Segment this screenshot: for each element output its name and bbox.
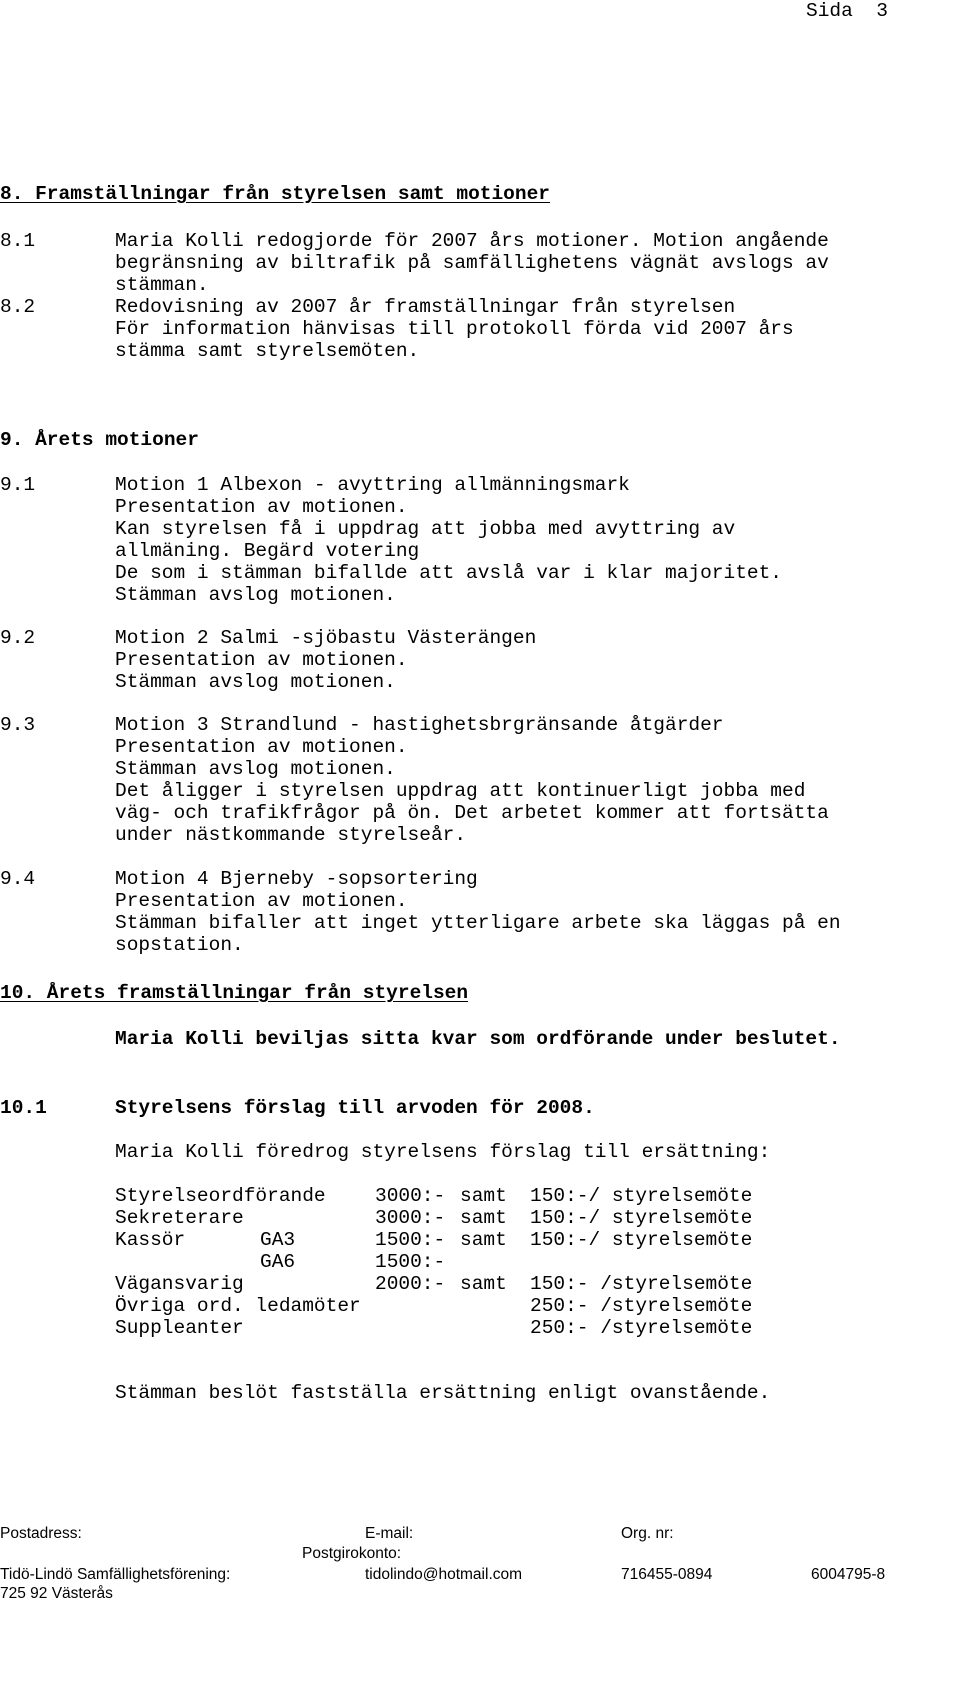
item-9-1-line: De som i stämman bifallde att avslå var i klar majoritet. <box>115 562 783 584</box>
fee-role: Vägansvarig <box>115 1273 244 1295</box>
item-9-2-line: Presentation av motionen. <box>115 649 408 671</box>
fee-meeting: 150:- /styrelsemöte <box>530 1273 753 1295</box>
fee-role: Kassör <box>115 1229 186 1251</box>
item-8-2-line: För information hänvisas till protokoll förda vid 2007 års <box>115 318 794 340</box>
item-9-1-line: Kan styrelsen få i uppdrag att jobba med avyttring av <box>115 518 736 540</box>
item-9-4-line: Presentation av motionen. <box>115 890 408 912</box>
fee-amount: 1500:- <box>375 1251 446 1273</box>
footer-postadress-label: Postadress: <box>0 1525 82 1542</box>
item-8-1-line: begränsning av biltrafik på samfällighetens vägnät avslogs av <box>115 252 829 274</box>
item-8-2-number: 8.2 <box>0 296 36 318</box>
fee-sub: GA3 <box>260 1229 296 1251</box>
fee-amount: 3000:- <box>375 1207 446 1229</box>
fee-amount: 1500:- <box>375 1229 446 1251</box>
footer-postgiro: 6004795-8 <box>811 1566 886 1583</box>
item-9-3-line: Stämman avslog motionen. <box>115 758 396 780</box>
page-number: Sida 3 <box>806 0 888 22</box>
item-9-4-line: Stämman bifaller att inget ytterligare arbete ska läggas på en <box>115 912 841 934</box>
footer-org-nr: 716455-0894 <box>621 1566 713 1583</box>
fee-intro: Maria Kolli föredrog styrelsens förslag till ersättning: <box>115 1141 771 1163</box>
fee-meeting: 250:- /styrelsemöte <box>530 1317 753 1339</box>
item-8-2-line: Redovisning av 2007 år framställningar från styrelsen <box>115 296 736 318</box>
fee-conj: samt <box>460 1185 507 1207</box>
footer-org-name: Tidö-Lindö Samfällighetsförening: <box>0 1566 231 1583</box>
item-10-1-number: 10.1 <box>0 1097 47 1119</box>
item-8-1-line: Maria Kolli redogjorde för 2007 års motioner. Motion angående <box>115 230 829 252</box>
fee-meeting: 150:-/ styrelsemöte <box>530 1185 753 1207</box>
section-9-heading: 9. Årets motioner <box>0 429 199 451</box>
fee-amount: 2000:- <box>375 1273 446 1295</box>
item-9-3-line: Det åligger i styrelsen uppdrag att kontinuerligt jobba med <box>115 780 806 802</box>
item-9-3-line: väg- och trafikfrågor på ön. Det arbetet kommer att fortsätta <box>115 802 829 824</box>
fee-sub: GA6 <box>260 1251 296 1273</box>
section-10-heading: 10. Årets framställningar från styrelsen <box>0 982 469 1004</box>
fee-conj: samt <box>460 1207 507 1229</box>
item-9-2-line: Stämman avslog motionen. <box>115 671 396 693</box>
footer-org-label: Org. nr: <box>621 1525 674 1542</box>
fee-meeting: 250:- /styrelsemöte <box>530 1295 753 1317</box>
item-9-3-number: 9.3 <box>0 714 36 736</box>
item-9-1-line: allmäning. Begärd votering <box>115 540 420 562</box>
item-8-1-number: 8.1 <box>0 230 36 252</box>
fee-decision: Stämman beslöt fastställa ersättning enligt ovanstående. <box>115 1382 771 1404</box>
fee-role: Styrelseordförande <box>115 1185 326 1207</box>
item-8-1-line: stämman. <box>115 274 209 296</box>
fee-meeting: 150:-/ styrelsemöte <box>530 1229 753 1251</box>
item-9-4-line: sopstation. <box>115 934 244 956</box>
section-8-heading: 8. Framställningar från styrelsen samt motioner <box>0 183 550 205</box>
fee-conj: samt <box>460 1229 507 1251</box>
item-9-4-number: 9.4 <box>0 868 36 890</box>
item-9-2-number: 9.2 <box>0 627 36 649</box>
item-9-3-line: under nästkommande styrelseår. <box>115 824 467 846</box>
item-9-2-line: Motion 2 Salmi -sjöbastu Västerängen <box>115 627 537 649</box>
fee-meeting: 150:-/ styrelsemöte <box>530 1207 753 1229</box>
item-9-1-line: Stämman avslog motionen. <box>115 584 396 606</box>
fee-role: Suppleanter <box>115 1317 244 1339</box>
footer-city: 725 92 Västerås <box>0 1585 113 1602</box>
fee-amount: 3000:- <box>375 1185 446 1207</box>
footer-email: tidolindo@hotmail.com <box>365 1566 523 1583</box>
item-10-1-title: Styrelsens förslag till arvoden för 2008. <box>115 1097 595 1119</box>
chair-note: Maria Kolli beviljas sitta kvar som ordförande under beslutet. <box>115 1028 841 1050</box>
item-8-2-line: stämma samt styrelsemöten. <box>115 340 420 362</box>
fee-role: Övriga ord. ledamöter <box>115 1295 361 1317</box>
fee-role: Sekreterare <box>115 1207 244 1229</box>
item-9-1-number: 9.1 <box>0 474 36 496</box>
item-9-1-line: Presentation av motionen. <box>115 496 408 518</box>
footer-postgiro-label: Postgirokonto: <box>302 1545 402 1562</box>
footer-email-label: E-mail: <box>365 1525 414 1542</box>
item-9-3-line: Presentation av motionen. <box>115 736 408 758</box>
item-9-4-line: Motion 4 Bjerneby -sopsortering <box>115 868 478 890</box>
item-9-1-line: Motion 1 Albexon - avyttring allmänningsmark <box>115 474 630 496</box>
fee-conj: samt <box>460 1273 507 1295</box>
item-9-3-line: Motion 3 Strandlund - hastighetsbrgränsande åtgärder <box>115 714 724 736</box>
